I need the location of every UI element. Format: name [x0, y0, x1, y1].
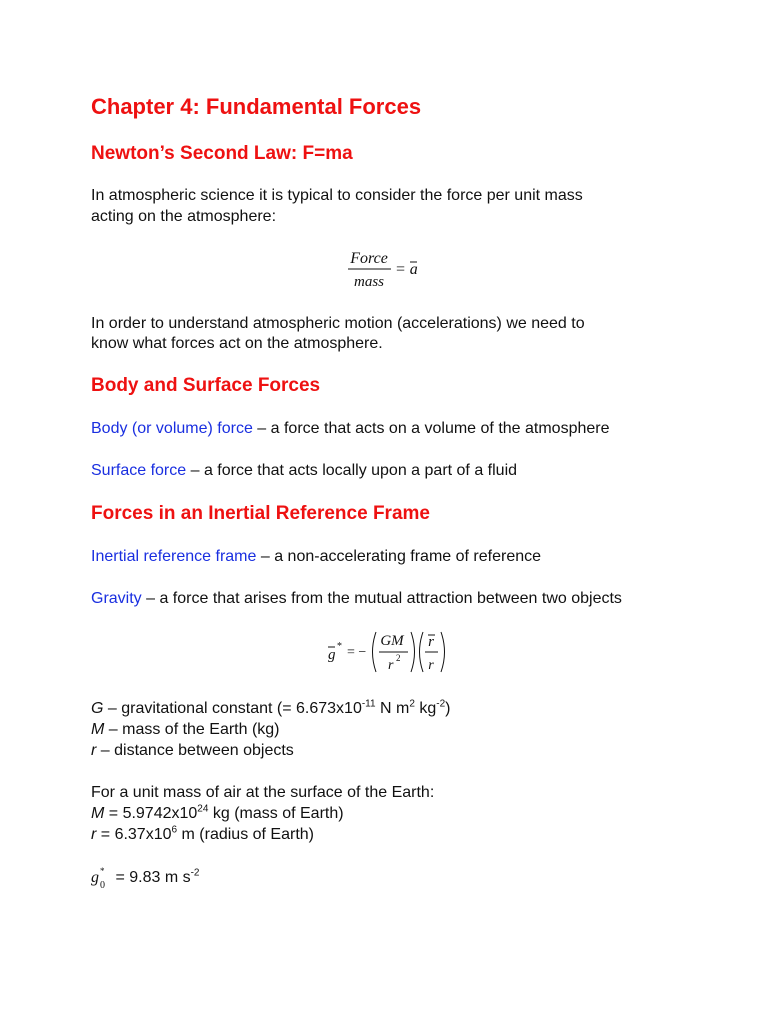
surface-M-exponent: 24 — [197, 803, 209, 815]
variable-G-exponent-2: 2 — [409, 698, 415, 710]
g0-symbol: g — [91, 869, 99, 886]
section-heading-inertial: Forces in an Inertial Reference Frame — [91, 503, 430, 524]
eq2-paren-close-2 — [441, 632, 445, 672]
eq1-denominator: mass — [353, 274, 385, 290]
definition-inertial-frame — [91, 547, 541, 567]
variable-M — [91, 720, 280, 740]
variable-r — [91, 741, 294, 761]
eq2-den2: r — [428, 658, 434, 673]
eq2-den1: r — [388, 658, 394, 673]
eq2-lhs-star: * — [337, 641, 342, 652]
definition-gravity-text: – a force that arises from the mutual attraction between two objects — [141, 590, 622, 607]
surface-M-text: = 5.9742x10 — [104, 805, 198, 822]
term-surface-force: Surface force — [91, 462, 187, 479]
surface-r-units: m (radius of Earth) — [177, 826, 314, 843]
equation-force-per-mass — [344, 246, 424, 292]
equation-gravity — [325, 627, 450, 677]
variable-G-symbol: G — [91, 700, 104, 717]
understand-line-1: In order to understand atmospheric motion (accelerations) we need to — [91, 315, 585, 332]
variable-G-exponent-3: -2 — [436, 698, 446, 710]
g0-text: = 9.83 m s — [111, 869, 191, 886]
variable-M-text: – mass of the Earth (kg) — [104, 721, 280, 738]
eq2-num2: r — [428, 634, 434, 650]
g0-symbol-group — [91, 866, 111, 891]
g0-star: * — [100, 866, 105, 876]
variable-r-symbol: r — [91, 742, 97, 759]
definition-body-force — [91, 419, 610, 439]
variable-G — [91, 699, 450, 719]
intro-line-1: In atmospheric science it is typical to consider the force per unit mass — [91, 187, 583, 204]
section-heading-newton: Newton’s Second Law: F=ma — [91, 143, 353, 164]
definition-body-force-text: – a force that acts on a volume of the atmosphere — [252, 420, 610, 437]
eq1-rhs: = a — [395, 261, 418, 278]
variable-G-units-m: N m — [375, 700, 410, 717]
eq2-lhs: g — [328, 647, 336, 663]
surface-value-r — [91, 825, 314, 845]
definition-surface-force-text: – a force that acts locally upon a part of a fluid — [186, 462, 518, 479]
surface-r-symbol: r — [91, 826, 97, 843]
term-body-force: Body (or volume) force — [91, 420, 253, 437]
surface-value-M — [91, 804, 344, 824]
term-inertial-frame: Inertial reference frame — [91, 548, 257, 565]
intro-line-2: acting on the atmosphere: — [91, 208, 277, 225]
eq2-den1-exponent: 2 — [396, 653, 401, 663]
variable-r-text: – distance between objects — [96, 742, 294, 759]
variable-G-text: – gravitational constant (= 6.673x10 — [103, 700, 362, 717]
definition-surface-force — [91, 461, 517, 481]
surface-gravity-value — [91, 866, 200, 891]
g0-exponent: -2 — [190, 867, 200, 879]
definition-gravity — [91, 589, 622, 609]
chapter-title: Chapter 4: Fundamental Forces — [91, 94, 422, 119]
variable-M-symbol: M — [91, 721, 105, 738]
understand-line-2: know what forces act on the atmosphere. — [91, 335, 383, 352]
term-gravity: Gravity — [91, 590, 142, 607]
surface-M-units: kg (mass of Earth) — [208, 805, 344, 822]
eq2-paren-close-1 — [411, 632, 415, 672]
variable-G-close: ) — [445, 700, 451, 717]
surface-r-text: = 6.37x10 — [96, 826, 172, 843]
eq2-equals: = − — [347, 645, 367, 660]
surface-intro: For a unit mass of air at the surface of the Earth: — [91, 784, 435, 801]
variable-G-units-kg: kg — [414, 700, 437, 717]
g0-subscript: 0 — [100, 880, 105, 891]
definition-inertial-frame-text: – a non-accelerating frame of reference — [256, 548, 542, 565]
surface-M-symbol: M — [91, 805, 105, 822]
variable-G-exponent-1: -11 — [361, 698, 376, 710]
eq2-paren-open-2 — [420, 632, 424, 672]
eq2-paren-open-1 — [373, 632, 377, 672]
equation-force-per-mass-svg — [344, 246, 424, 292]
eq2-num1: GM — [380, 633, 404, 649]
section-heading-body-surface: Body and Surface Forces — [91, 375, 321, 396]
eq1-numerator: Force — [350, 250, 388, 267]
surface-r-exponent: 6 — [171, 824, 178, 836]
equation-gravity-svg — [325, 627, 450, 677]
